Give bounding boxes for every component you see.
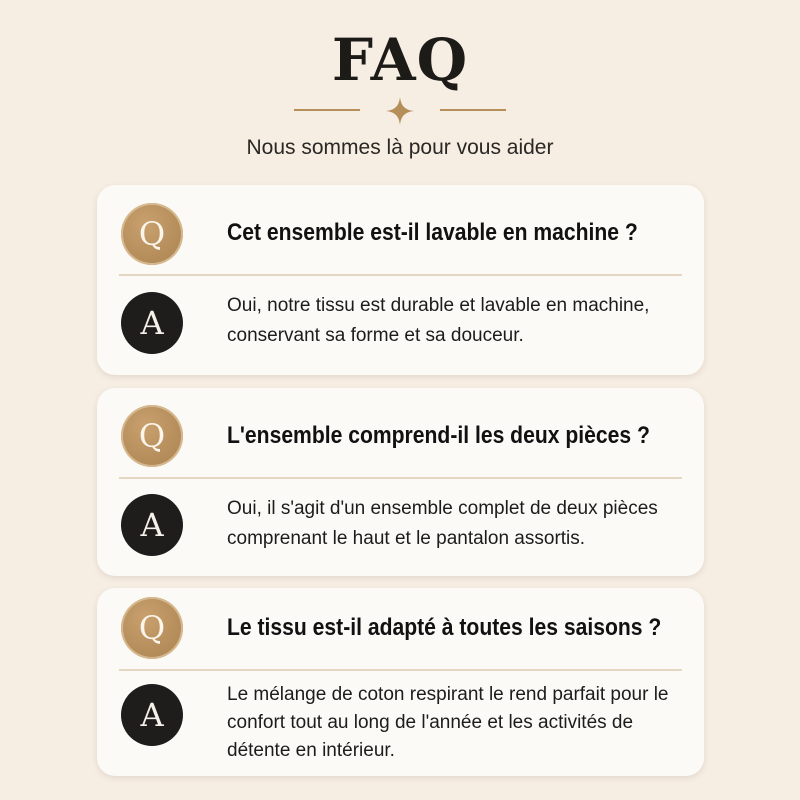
answer-badge: A [121,494,183,556]
faq-answer: Oui, notre tissu est durable et lavable en machine, conservant sa forme et sa douceur. [227,295,650,346]
answer-badge: A [121,684,183,746]
faq-card [97,588,704,776]
divider-line-left [294,109,360,111]
divider-line-right [440,109,506,111]
answer-badge: A [121,292,183,354]
page-title: FAQ [331,26,469,94]
faq-question: Cet ensemble est-il lavable en machine ? [227,219,638,246]
card-separator [119,274,682,276]
question-badge: Q [121,597,183,659]
title-divider [294,96,506,126]
question-badge: Q [121,405,183,467]
sparkle-star-icon [385,96,415,126]
faq-answer: Le mélange de coton respirant le rend parfait pour le confort tout au long de l'année et les activités de détente en intérieur. [227,684,669,761]
page-subtitle: Nous sommes là pour vous aider [246,136,554,159]
faq-card [97,185,704,375]
faq-card [97,388,704,576]
faq-answer: Oui, il s'agit d'un ensemble complet de deux pièces comprenant le haut et le pantalon assortis. [227,498,658,549]
card-separator [119,669,682,671]
faq-question: Le tissu est-il adapté à toutes les saisons ? [227,614,662,641]
card-separator [119,477,682,479]
question-badge: Q [121,203,183,265]
faq-header [0,0,800,180]
faq-question: L'ensemble comprend-il les deux pièces ? [227,422,650,449]
